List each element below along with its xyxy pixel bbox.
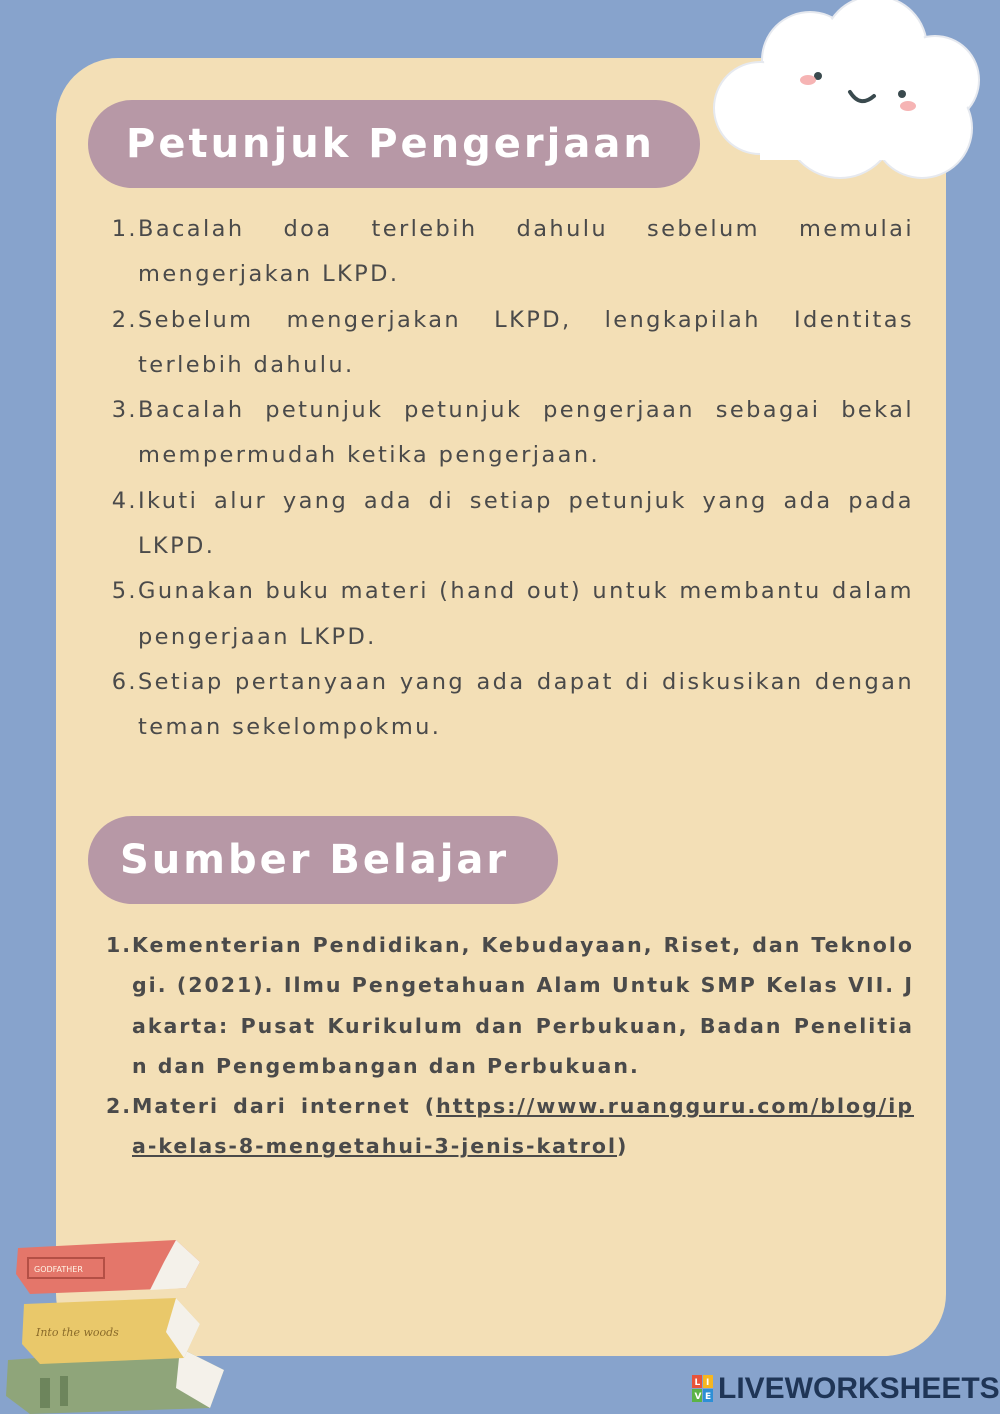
list-item xyxy=(92,479,914,570)
item-number: 5. xyxy=(111,578,138,605)
sources-title: Sumber Belajar xyxy=(120,837,510,883)
item-number: 1. xyxy=(105,933,132,957)
item-text: Ikuti alur yang ada di setiap petunjuk yang ada pada LKPD. xyxy=(138,487,914,560)
instructions-title: Petunjuk Pengerjaan xyxy=(126,121,655,167)
item-text: Setiap pertanyaan yang ada dapat di diskusikan dengan teman sekelompokmu. xyxy=(138,668,914,741)
item-number: 2. xyxy=(105,1094,132,1119)
source-link[interactable]: https://www.ruangguru.com/blog/ipa-kelas-8-mengetahui-3-jenis-katrol xyxy=(132,1094,914,1159)
item-text: Bacalah petunjuk petunjuk pengerjaan sebagai bekal mempermudah ketika pengerjaan. xyxy=(138,397,914,469)
list-item xyxy=(92,925,914,1086)
source-list xyxy=(92,925,914,1167)
book-title: GODFATHER xyxy=(34,1265,83,1274)
list-item xyxy=(92,1086,914,1167)
brand-name: LIVEWORKSHEETS xyxy=(718,1372,1000,1405)
item-number: 6. xyxy=(111,668,138,695)
item-number: 1. xyxy=(111,216,138,242)
source-prefix: Materi dari internet ( xyxy=(132,1094,437,1119)
liveworksheets-logo-icon xyxy=(692,1375,714,1403)
item-text: Bacalah doa terlebih dahulu sebelum memulai mengerjakan LKPD. xyxy=(138,216,914,288)
sources-heading xyxy=(88,816,558,904)
source-suffix: ) xyxy=(617,1134,629,1159)
item-text: Sebelum mengerjakan LKPD, lengkapilah Identitas terlebih dahulu. xyxy=(138,306,914,378)
brand-logo xyxy=(692,1371,1000,1407)
list-item xyxy=(92,569,914,660)
logo-letter: V xyxy=(694,1392,702,1402)
logo-letter: I xyxy=(706,1378,710,1388)
list-item xyxy=(92,660,914,751)
book-stack-icon xyxy=(0,1228,240,1414)
list-item xyxy=(92,388,914,479)
logo-letter: L xyxy=(694,1378,701,1388)
list-item xyxy=(92,298,914,389)
item-number: 4. xyxy=(111,487,138,514)
item-text: Gunakan buku materi (hand out) untuk membantu dalam pengerjaan LKPD. xyxy=(138,578,914,650)
list-item xyxy=(92,207,914,298)
smiling-cloud-icon xyxy=(690,0,1000,200)
item-text: Kementerian Pendidikan, Kebudayaan, Riset, dan Teknologi. (2021). Ilmu Pengetahuan Alam Untuk SMP Kelas VII. Jakarta: Pusat Kurikulum dan Perbukuan, Badan Penelitian dan Pengembangan dan Perbukuan. xyxy=(132,933,914,1078)
book-title: Into the woods xyxy=(36,1326,119,1339)
instructions-heading xyxy=(88,100,700,188)
item-text xyxy=(132,1086,914,1167)
instruction-list xyxy=(92,207,914,751)
logo-letter: E xyxy=(705,1392,712,1402)
item-number: 3. xyxy=(111,397,138,424)
item-number: 2. xyxy=(111,306,138,333)
